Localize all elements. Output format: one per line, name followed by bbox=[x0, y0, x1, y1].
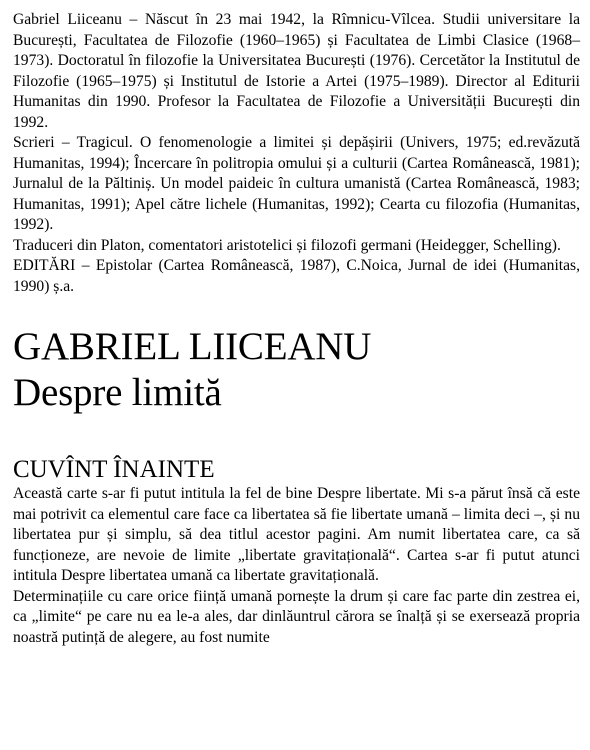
book-title: Despre limită bbox=[13, 371, 222, 414]
book-author: GABRIEL LIICEANU bbox=[13, 325, 372, 368]
bio-paragraph: Traduceri din Platon, comentatori aristotelici și filozofi germani (Heidegger, Schelling). bbox=[13, 236, 561, 254]
preface-body bbox=[13, 484, 580, 648]
author-biography bbox=[13, 10, 580, 297]
section-heading: CUVÎNT ÎNAINTE bbox=[13, 456, 215, 483]
bio-paragraph: Scrieri – Tragicul. O fenomenologie a limitei și depășirii (Univers, 1975; ed.revăzută Humanitas, 1994); Încercare în politropia omului și a culturii (Cartea Românească, 1981); Jurnalul de la Păltiniș. Un model paideic în cultura umanistă (Cartea Românească, 1983; Humanitas, 1991); Apel către lichele (Humanitas, 1992); Cearta cu filozofia (Humanitas, 1992). bbox=[13, 134, 580, 233]
preface-paragraph: Această carte s-ar fi putut intitula la fel de bine Despre libertate. Mi s-a părut însă că este mai potrivit ca elementul care face ca libertatea să fie libertate umană – limita deci –, și nu libertatea pur și simplu, să dea titlul acestor pagini. Am numit libertatea care, ca să funcționeze, are nevoie de limite „libertate gravitațională“. Cartea s-ar fi putut atunci intitula Despre libertatea umană ca libertate gravitațională. bbox=[13, 485, 580, 584]
bio-paragraph: Gabriel Liiceanu – Născut în 23 mai 1942, la Rîmnicu-Vîlcea. Studii universitare la București, Facultatea de Filozofie (1960–1965) și Facultatea de Limbi Clasice (1968–1973). Doctoratul în filozofie la Universitatea București (1976). Cercetător la Institutul de Filozofie (1965–1975) și Institutul de Istorie a Artei (1975–1989). Director al Editurii Humanitas din 1990. Profesor la Facultatea de Filozofie a Universității București din 1992. bbox=[13, 11, 580, 131]
bio-paragraph: EDITĂRI – Epistolar (Cartea Românească, 1987), C.Noica, Jurnal de idei (Humanitas, 1990) ș.a. bbox=[13, 257, 580, 295]
preface-paragraph: Determinațiile cu care orice ființă umană pornește la drum și care fac parte din zestrea ei, ca „limite“ pe care nu ea le-a ales, dar dinlăuntrul cărora se înalță și se exersează propria noastră putință de alegere, au fost numite bbox=[13, 587, 580, 646]
